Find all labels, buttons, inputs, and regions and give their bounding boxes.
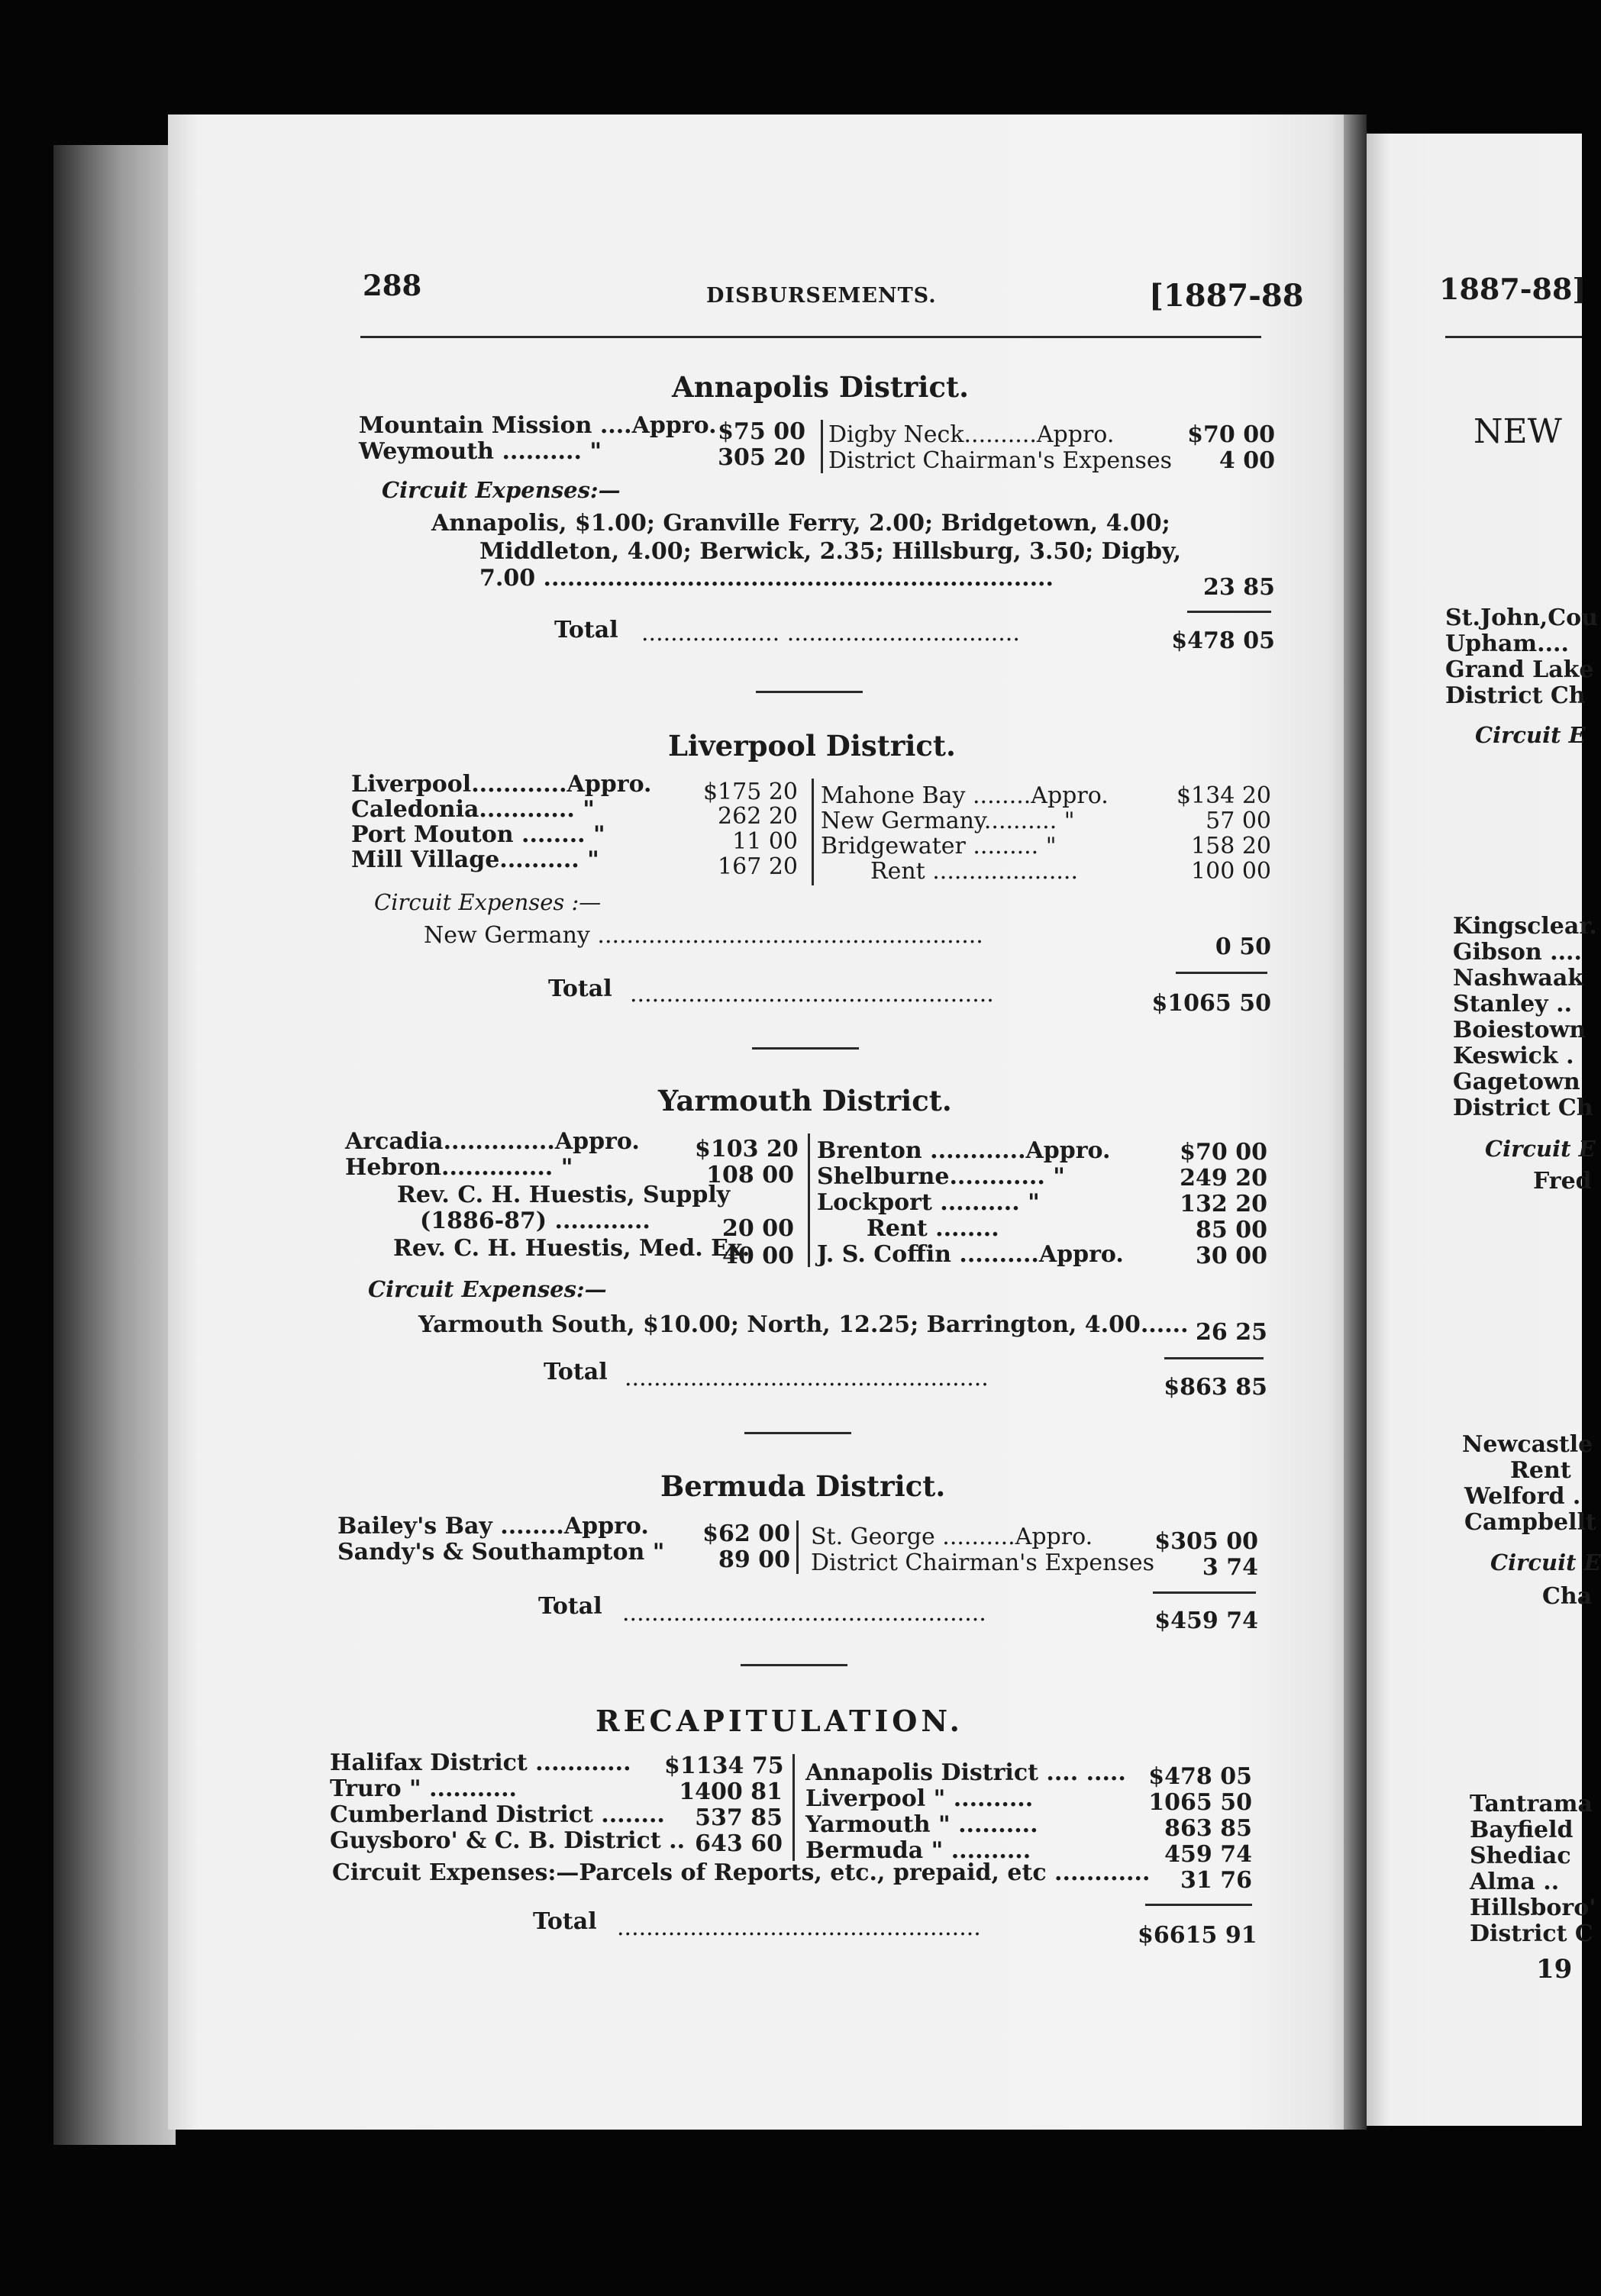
- sum-rule: [1187, 611, 1271, 613]
- right-line-c1: Newcastle: [1462, 1431, 1593, 1458]
- liverpool-left-amount-1: $175 20: [702, 779, 798, 805]
- liverpool-right-label-4: Rent ....................: [870, 858, 1078, 885]
- yarmouth-left-amount-1: $103 20: [695, 1136, 799, 1163]
- sum-rule: [1164, 1357, 1264, 1359]
- right-line-c3: Welford .: [1464, 1483, 1581, 1510]
- right-circuit-b: Circuit E: [1485, 1136, 1596, 1162]
- annapolis-right-amount-2: 4 00: [1219, 447, 1275, 474]
- yarmouth-right-label-2: Shelburne............ ": [817, 1163, 1065, 1190]
- yarmouth-right-amount-3: 132 20: [1180, 1191, 1267, 1217]
- bermuda-total: $459 74: [1154, 1608, 1258, 1634]
- recap-left-amount-3: 537 85: [695, 1804, 783, 1831]
- bermuda-left-amount-2: 89 00: [718, 1546, 790, 1573]
- yarmouth-left-label-2: Hebron.............. ": [345, 1154, 573, 1181]
- section-divider: [756, 691, 863, 693]
- yarmouth-right-label-4: Rent ........: [867, 1215, 999, 1242]
- annapolis-title: Annapolis District.: [672, 370, 969, 404]
- annapolis-circuit-line-3: 7.00 ................................................................: [479, 565, 1054, 592]
- bermuda-left-amount-1: $62 00: [702, 1520, 790, 1547]
- right-line-c2: Rent: [1510, 1457, 1571, 1484]
- right-circuit-c-sub: Cha: [1542, 1583, 1593, 1610]
- right-circuit-c: Circuit E: [1490, 1549, 1601, 1575]
- liverpool-right-amount-1: $134 20: [1176, 782, 1271, 809]
- recap-right-label-3: Yarmouth " ..........: [805, 1811, 1038, 1838]
- right-line-d2: Bayfield: [1470, 1817, 1574, 1843]
- liverpool-right-label-1: Mahone Bay ........Appro.: [821, 782, 1109, 809]
- yarmouth-left-label-3: Rev. C. H. Huestis, Supply: [397, 1182, 731, 1208]
- annapolis-right-label-2: District Chairman's Expenses: [828, 447, 1172, 474]
- right-line-b2: Gibson ....: [1453, 939, 1582, 966]
- running-year: [1887-88: [1149, 278, 1304, 314]
- yarmouth-circuit-amount: 26 25: [1196, 1319, 1267, 1346]
- bermuda-left-label-1: Bailey's Bay ........Appro.: [337, 1513, 649, 1540]
- column-divider: [792, 1754, 795, 1861]
- yarmouth-right-amount-5: 30 00: [1196, 1243, 1267, 1269]
- yarmouth-right-label-3: Lockport .......... ": [817, 1189, 1040, 1216]
- bermuda-left-label-2: Sandy's & Southampton ": [337, 1539, 665, 1566]
- annapolis-circuit-line-1: Annapolis, $1.00; Granville Ferry, 2.00; Bridgetown, 4.00;: [431, 510, 1170, 537]
- annapolis-left-amount-1: $75 00: [718, 418, 805, 445]
- right-header-rule: [1445, 336, 1582, 338]
- liverpool-right-label-2: New Germany.......... ": [821, 808, 1075, 834]
- right-line-b3: Nashwaak: [1453, 965, 1584, 992]
- bermuda-total-label: Total: [538, 1593, 602, 1620]
- liverpool-left-amount-3: 11 00: [732, 828, 798, 855]
- column-divider: [796, 1520, 799, 1574]
- book-page-edges: [53, 145, 176, 2145]
- recap-right-label-1: Annapolis District .... .....: [805, 1759, 1126, 1786]
- right-line-b1: Kingsclear.: [1453, 913, 1597, 940]
- liverpool-circuit-amount: 0 50: [1215, 934, 1271, 960]
- annapolis-circuit-amount: 23 85: [1203, 574, 1275, 601]
- annapolis-total: $478 05: [1171, 627, 1275, 654]
- yarmouth-total: $863 85: [1164, 1374, 1267, 1401]
- recap-left-label-1: Halifax District ............: [330, 1749, 631, 1776]
- bermuda-title: Bermuda District.: [660, 1469, 946, 1503]
- recap-left-label-2: Truro " ...........: [330, 1775, 517, 1802]
- recap-left-label-3: Cumberland District ........: [330, 1801, 665, 1828]
- right-circuit-b-sub: Fred: [1533, 1168, 1592, 1195]
- liverpool-right-label-3: Bridgewater ......... ": [821, 833, 1057, 859]
- yarmouth-left-amount-2: 108 00: [706, 1162, 794, 1188]
- right-circuit-a: Circuit E: [1475, 722, 1586, 748]
- right-line-a3: Grand Lake: [1445, 656, 1594, 683]
- recap-circuit-line: Circuit Expenses:—Parcels of Reports, etc., prepaid, etc ............: [332, 1859, 1151, 1886]
- liverpool-right-amount-2: 57 00: [1206, 808, 1271, 834]
- annapolis-total-dots: ................... ................................: [641, 620, 1020, 647]
- recap-total-dots: ..................................................: [617, 1914, 981, 1941]
- sum-rule: [1145, 1904, 1252, 1906]
- bermuda-right-label-2: District Chairman's Expenses: [811, 1549, 1154, 1576]
- yarmouth-total-label: Total: [544, 1359, 608, 1385]
- annapolis-circuit-line-2: Middleton, 4.00; Berwick, 2.35; Hillsburg, 3.50; Digby,: [479, 538, 1182, 565]
- yarmouth-right-label-1: Brenton ............Appro.: [817, 1137, 1111, 1164]
- yarmouth-title: Yarmouth District.: [658, 1084, 952, 1117]
- right-line-d4: Alma ..: [1470, 1869, 1560, 1895]
- yarmouth-right-amount-2: 249 20: [1180, 1165, 1267, 1192]
- recap-circuit-amount: 31 76: [1180, 1867, 1252, 1894]
- sum-rule: [1153, 1591, 1256, 1594]
- right-line-d1: Tantrama: [1470, 1791, 1593, 1817]
- annapolis-circuit-label: Circuit Expenses:—: [382, 477, 621, 503]
- right-line-c4: Campbellt: [1464, 1509, 1596, 1536]
- yarmouth-left-amount-5: 40 00: [722, 1243, 794, 1269]
- recap-right-amount-3: 863 85: [1164, 1815, 1252, 1842]
- yarmouth-total-dots: ..................................................: [625, 1365, 989, 1391]
- yarmouth-circuit-label: Circuit Expenses:—: [368, 1276, 607, 1302]
- bermuda-right-amount-2: 3 74: [1202, 1554, 1258, 1581]
- annapolis-left-amount-2: 305 20: [718, 444, 805, 471]
- recap-title: RECAPITULATION.: [596, 1704, 964, 1738]
- column-divider: [808, 1133, 810, 1267]
- liverpool-total-label: Total: [548, 975, 612, 1002]
- annapolis-right-amount-1: $70 00: [1187, 421, 1275, 448]
- recap-total: $6615 91: [1138, 1922, 1257, 1949]
- liverpool-left-label-2: Caledonia............ ": [351, 796, 595, 823]
- bermuda-right-amount-1: $305 00: [1154, 1528, 1258, 1555]
- book-gutter: [1344, 114, 1367, 2130]
- sum-rule: [1176, 972, 1267, 974]
- recap-left-amount-4: 643 60: [695, 1830, 783, 1857]
- yarmouth-left-label-4: (1886-87) ............: [420, 1208, 650, 1234]
- right-line-b6: Keswick .: [1453, 1043, 1574, 1069]
- yarmouth-right-amount-4: 85 00: [1196, 1217, 1267, 1243]
- right-page-title-fragment: NEW: [1474, 412, 1562, 451]
- liverpool-left-amount-2: 262 20: [718, 803, 798, 830]
- column-divider: [821, 420, 823, 473]
- header-rule: [360, 336, 1261, 338]
- right-line-b8: District Ch: [1453, 1095, 1593, 1121]
- right-line-d5: Hillsboro': [1470, 1895, 1596, 1921]
- yarmouth-right-label-5: J. S. Coffin ..........Appro.: [817, 1241, 1124, 1268]
- yarmouth-circuit-line-1: Yarmouth South, $10.00; North, 12.25; Barrington, 4.00......: [418, 1311, 1189, 1338]
- yarmouth-left-amount-4: 20 00: [722, 1215, 794, 1242]
- recap-left-amount-2: 1400 81: [679, 1778, 783, 1805]
- bermuda-right-label-1: St. George ..........Appro.: [811, 1524, 1093, 1550]
- liverpool-left-label-4: Mill Village.......... ": [351, 846, 599, 873]
- recap-right-amount-1: $478 05: [1148, 1763, 1252, 1790]
- section-divider: [744, 1432, 851, 1434]
- recap-right-label-2: Liverpool " ..........: [805, 1785, 1034, 1812]
- recap-total-label: Total: [533, 1908, 597, 1935]
- bermuda-total-dots: ..................................................: [622, 1600, 986, 1627]
- section-divider: [752, 1047, 859, 1050]
- annapolis-right-label-1: Digby Neck..........Appro.: [828, 421, 1115, 448]
- right-line-b4: Stanley ..: [1453, 991, 1573, 1017]
- yarmouth-left-label-1: Arcadia..............Appro.: [345, 1128, 640, 1155]
- annapolis-total-label: Total: [554, 617, 618, 643]
- section-divider: [741, 1664, 847, 1666]
- liverpool-right-amount-4: 100 00: [1191, 858, 1271, 885]
- recap-left-amount-1: $1134 75: [664, 1753, 784, 1779]
- right-line-a2: Upham....: [1445, 630, 1569, 657]
- liverpool-left-amount-4: 167 20: [718, 853, 798, 880]
- annapolis-left-label-1: Mountain Mission ....Appro.: [359, 412, 717, 439]
- right-page-year: 1887-88]: [1439, 272, 1586, 306]
- running-title: DISBURSEMENTS.: [706, 284, 937, 308]
- right-line-b5: Boiestown: [1453, 1017, 1586, 1043]
- recap-right-label-4: Bermuda " ..........: [805, 1837, 1031, 1864]
- right-footer-number: 19: [1536, 1954, 1573, 1985]
- right-line-d6: District C: [1470, 1920, 1593, 1947]
- right-line-a4: District Ch: [1445, 682, 1586, 709]
- right-line-a1: St.John,Cou: [1445, 605, 1598, 631]
- column-divider: [812, 779, 814, 885]
- liverpool-circuit-line-1: New Germany .....................................................: [424, 922, 983, 949]
- liverpool-total-dots: ..................................................: [630, 981, 994, 1008]
- liverpool-left-label-1: Liverpool............Appro.: [351, 771, 652, 798]
- recap-right-amount-4: 459 74: [1164, 1841, 1252, 1868]
- annapolis-left-label-2: Weymouth .......... ": [359, 438, 602, 465]
- recap-left-label-4: Guysboro' & C. B. District ..: [330, 1827, 686, 1854]
- right-line-d3: Shediac: [1470, 1843, 1571, 1869]
- yarmouth-right-amount-1: $70 00: [1180, 1139, 1267, 1166]
- page-number: 288: [363, 269, 422, 302]
- liverpool-left-label-3: Port Mouton ........ ": [351, 821, 605, 848]
- liverpool-total: $1065 50: [1151, 990, 1271, 1017]
- yarmouth-left-label-5: Rev. C. H. Huestis, Med. Ex.: [393, 1235, 750, 1262]
- liverpool-right-amount-3: 158 20: [1191, 833, 1271, 859]
- liverpool-title: Liverpool District.: [668, 729, 956, 763]
- liverpool-circuit-label: Circuit Expenses :—: [374, 889, 602, 915]
- recap-right-amount-2: 1065 50: [1148, 1789, 1252, 1816]
- right-line-b7: Gagetown: [1453, 1069, 1580, 1095]
